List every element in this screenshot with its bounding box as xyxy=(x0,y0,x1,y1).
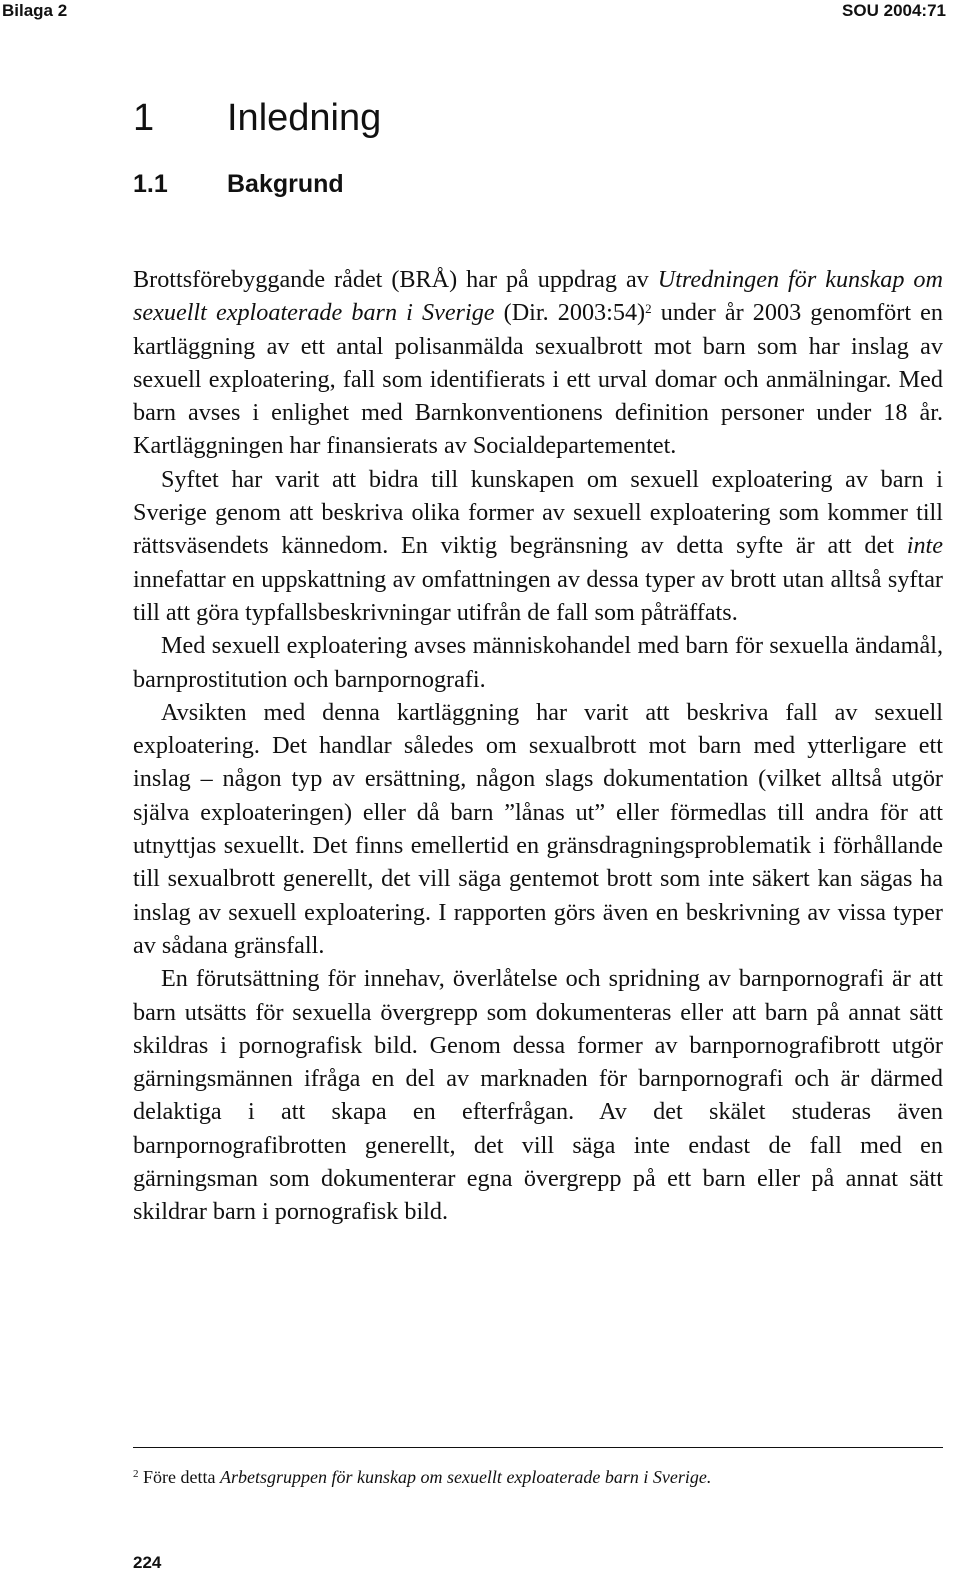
paragraph-2-text-a: Syftet har varit att bidra till kunskapen om sexuell exploatering av barn i Sverige genom att beskriva olika former av sexuell exploatering som kommer till rättsväsendets kännedom. En viktig begränsning av detta syfte är att det xyxy=(133,465,943,560)
paragraph-2 xyxy=(133,463,943,629)
footnote-number: 2 xyxy=(133,1468,139,1480)
paragraph-1-text-c: (Dir. 2003:54) xyxy=(494,299,646,327)
paragraph-1 xyxy=(133,263,943,463)
section-heading xyxy=(133,167,344,201)
footnote-italic: Arbetsgruppen för kunskap om sexuellt exploaterade barn i Sverige. xyxy=(219,1467,712,1487)
footnote-rule xyxy=(133,1447,943,1448)
section-title: Bakgrund xyxy=(227,170,344,198)
footnote-ref: 2 xyxy=(645,301,652,317)
paragraph-1-text-a: Brottsförebyggande rådet (BRÅ) har på uppdrag av xyxy=(133,266,658,293)
paragraph-5: En förutsättning för innehav, överlåtelse och spridning av barnpornografi är att barn utsätts för sexuella övergrepp som dokumenteras eller att barn på annat sätt skildras i pornografisk bild. Genom dessa former av barnpornografibrott utgör gärningsmännen ifråga en del av marknaden för barnpornografi och är därmed delaktiga i att skapa en efterfrågan. Av det skälet studeras även barnpornografibrotten generellt, det vill säga inte endast de fall med en gärningsman som dokumenterar egna övergrepp på ett barn eller på annat sätt skildrar barn i pornografisk bild. xyxy=(133,965,943,1226)
running-header-right: SOU 2004:71 xyxy=(842,1,946,20)
page-number: 224 xyxy=(133,1553,162,1572)
section-number: 1.1 xyxy=(133,170,168,198)
paragraph-4: Avsikten med denna kartläggning har varit att beskriva fall av sexuell exploatering. Det handlar således om sexualbrott mot barn med ytterligare ett inslag – någon typ av ersättning, någon slags dokumentation (vilket alltså utgör själva exploateringen) eller då barn ”lånas ut” eller förmedlas till andra för att utnyttjas sexuellt. Det finns emellertid en gränsdragningsproblematik i förhållande till sexualbrott generellt, det vill säga gentemot brott som inte säkert kan sägas ha inslag av sexuell exploatering. I rapporten görs även en beskrivning av vissa typer av sådana gränsfall. xyxy=(133,698,943,959)
paragraph-1-text-d: under år 2003 genomfört en kartläggning av ett antal polisanmälda sexualbrott mot barn som har inslag av sexuell exploatering, fall som identifierats i ett urval domar och anmälningar. Med barn avses i enlighet med Barnkonventionens definition personer under 18 år. Kartläggningen har finansierats av Socialdepartementet. xyxy=(133,299,943,460)
running-header-left: Bilaga 2 xyxy=(2,1,68,20)
chapter-heading xyxy=(133,94,381,142)
footnote xyxy=(133,1465,711,1489)
paragraph-1-italic-title: Utredningen för kunskap om sexuellt exploaterade barn i Sverige xyxy=(133,266,943,327)
paragraph-2-text-c: innefattar en uppskattning av omfattningen av dessa typer av brott utan alltså syftar till att göra typfallsbeskrivningar utifrån de fall som påträffats. xyxy=(133,565,943,626)
paragraph-3: Med sexuell exploatering avses människohandel med barn för sexuella ändamål, barnprostitution och barnpornografi. xyxy=(133,632,943,693)
chapter-number: 1 xyxy=(133,97,155,139)
paragraph-2-italic: inte xyxy=(906,532,943,560)
body-text xyxy=(133,263,943,1229)
footnote-text: Före detta xyxy=(143,1467,220,1487)
chapter-title: Inledning xyxy=(227,97,382,139)
